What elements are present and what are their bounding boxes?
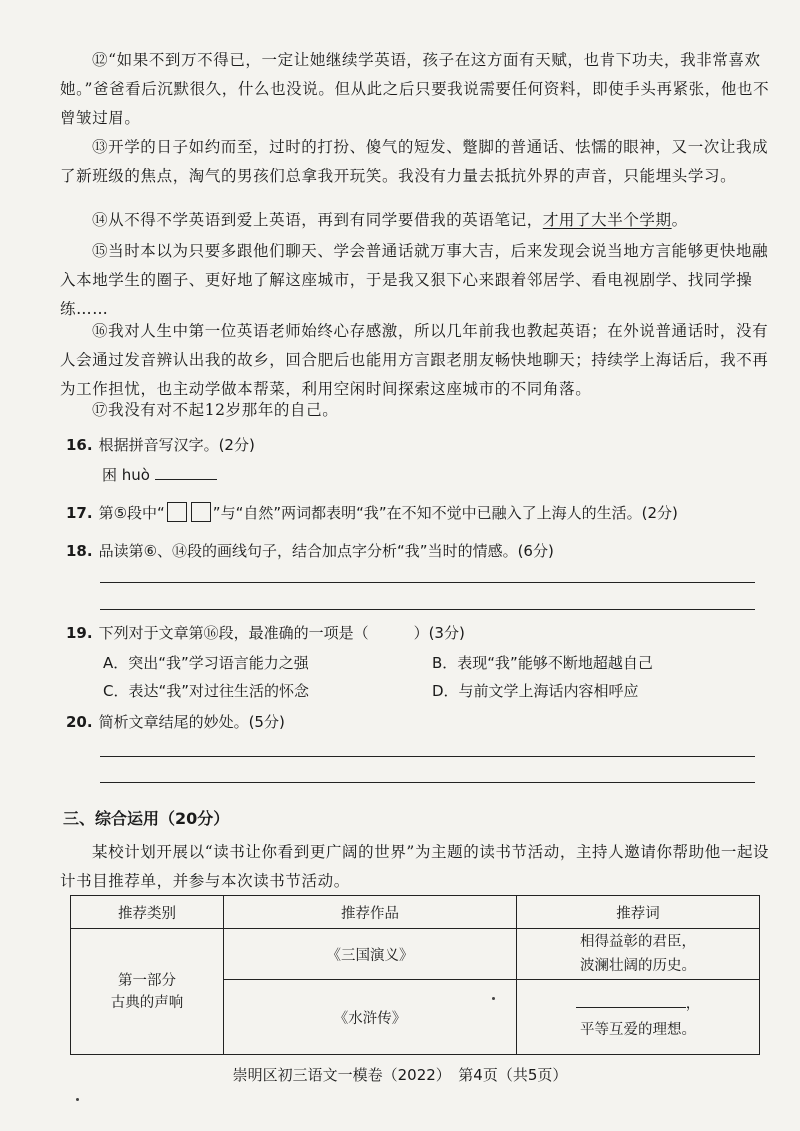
question-text: 简析文章结尾的妙处。(5分) xyxy=(98,713,285,731)
section-intro: 某校计划开展以“读书让你看到更广阔的世界”为主题的读书节活动，主持人邀请你帮助他一起设计书目推荐单，并参与本次读书节活动。 xyxy=(60,843,770,890)
words-line-1-text: ， xyxy=(685,996,701,1012)
option-c[interactable]: C．表达“我”对过往生活的怀念 xyxy=(103,682,310,700)
header-category: 推荐类别 xyxy=(71,896,224,929)
section-title: 三、综合运用（20分） xyxy=(63,809,230,828)
pinyin-prompt: 困 huò xyxy=(102,466,150,484)
category-cell xyxy=(71,929,224,1055)
table-row xyxy=(71,929,760,980)
category-line-1: 第一部分 xyxy=(118,972,176,989)
work-cell: 《三国演义》 xyxy=(224,929,517,980)
question-number: 17. xyxy=(66,504,93,522)
option-b[interactable]: B．表现“我”能够不断地超越自己 xyxy=(432,654,653,672)
category-line-2: 古典的声响 xyxy=(110,994,184,1011)
question-number: 19. xyxy=(66,624,93,642)
page-footer: 崇明区初三语文一模卷（2022） 第4页（共5页） xyxy=(232,1066,568,1084)
answer-line[interactable] xyxy=(100,756,755,757)
underlined-sentence: 才用了大半个学期 xyxy=(542,211,672,229)
words-line-1 xyxy=(518,991,758,1017)
answer-box-1[interactable] xyxy=(167,502,187,522)
words-cell xyxy=(517,980,760,1055)
option-d[interactable]: D．与前文学上海话内容相呼应 xyxy=(432,682,639,700)
work-cell: 《水浒传》 xyxy=(224,980,517,1055)
answer-line[interactable] xyxy=(100,582,755,583)
question-text: 下列对于文章第⑯段，最准确的一项是（ ）(3分) xyxy=(98,624,465,642)
words-line-2: 波澜壮阔的历史。 xyxy=(580,958,696,974)
table-header-row xyxy=(71,896,760,929)
paragraph-15: ⑮当时本以为只要多跟他们聊天、学会普通话就万事大吉，后来发现会说当地方言能够更快地融入本地学生的圈子、更好地了解这座城市，于是我又狠下心来跟着邻居学、看电视剧学、找同学操练…… xyxy=(60,242,769,318)
question-number: 20. xyxy=(66,713,93,731)
question-16 xyxy=(66,434,255,455)
scan-speck xyxy=(492,997,495,1000)
recommendation-table xyxy=(70,895,760,1055)
question-number: 18. xyxy=(66,542,93,560)
words-cell xyxy=(517,929,760,980)
words-line-2: 平等互爱的理想。 xyxy=(580,1022,696,1038)
header-work: 推荐作品 xyxy=(224,896,517,929)
scan-speck xyxy=(76,1098,79,1101)
question-16-sub xyxy=(102,464,217,485)
paragraph-13: ⑬开学的日子如约而至，过时的打扮、傻气的短发、蹩脚的普通话、怯懦的眼神，又一次让我成了新班级的焦点，淘气的男孩们总拿我开玩笑。我没有力量去抵抗外界的声音，只能埋头学习。 xyxy=(60,138,769,185)
paragraph-16: ⑯我对人生中第一位英语老师始终心存感激，所以几年前我也教起英语；在外说普通话时，没有人会通过发音辨认出我的故乡，回合肥后也能用方言跟老朋友畅快地聊天；持续学上海话后，我不再为工作担忧，也主动学做本帮菜，利用空闲时间探索这座城市的不同角落。 xyxy=(60,322,769,398)
words-line-1: 相得益彰的君臣， xyxy=(580,934,696,950)
question-text-pre: 第⑤段中“ xyxy=(98,504,165,522)
fill-blank[interactable] xyxy=(576,993,686,1008)
question-text: 根据拼音写汉字。(2分) xyxy=(98,436,255,454)
question-number: 16. xyxy=(66,436,93,454)
answer-line[interactable] xyxy=(100,782,755,783)
paragraph-17: ⑰我没有对不起12岁那年的自己。 xyxy=(92,401,339,419)
paragraph-14-end: 。 xyxy=(671,211,688,229)
option-a[interactable]: A．突出“我”学习语言能力之强 xyxy=(103,654,309,672)
question-19 xyxy=(66,622,465,643)
question-20 xyxy=(66,711,285,732)
header-words: 推荐词 xyxy=(517,896,760,929)
paragraph-14-text: ⑭从不得不学英语到爱上英语，再到有同学要借我的英语笔记， xyxy=(92,211,543,229)
question-17 xyxy=(66,502,678,523)
paragraph-12: ⑫“如果不到万不得已，一定让她继续学英语，孩子在这方面有天赋，也肯下功夫，我非常喜欢她。”爸爸看后沉默很久，什么也没说。但从此之后只要我说需要任何资料，即使手头再紧张，他也不曾皱过眉。 xyxy=(60,51,770,127)
question-text: 品读第⑥、⑭段的画线句子，结合加点字分析“我”当时的情感。(6分) xyxy=(98,542,554,560)
question-text-post: ”与“自然”两词都表明“我”在不知不觉中已融入了上海人的生活。(2分) xyxy=(212,504,678,522)
answer-blank[interactable] xyxy=(155,465,217,480)
paragraph-14 xyxy=(60,206,775,235)
answer-line[interactable] xyxy=(100,609,755,610)
answer-box-2[interactable] xyxy=(191,502,211,522)
question-18 xyxy=(66,540,554,561)
